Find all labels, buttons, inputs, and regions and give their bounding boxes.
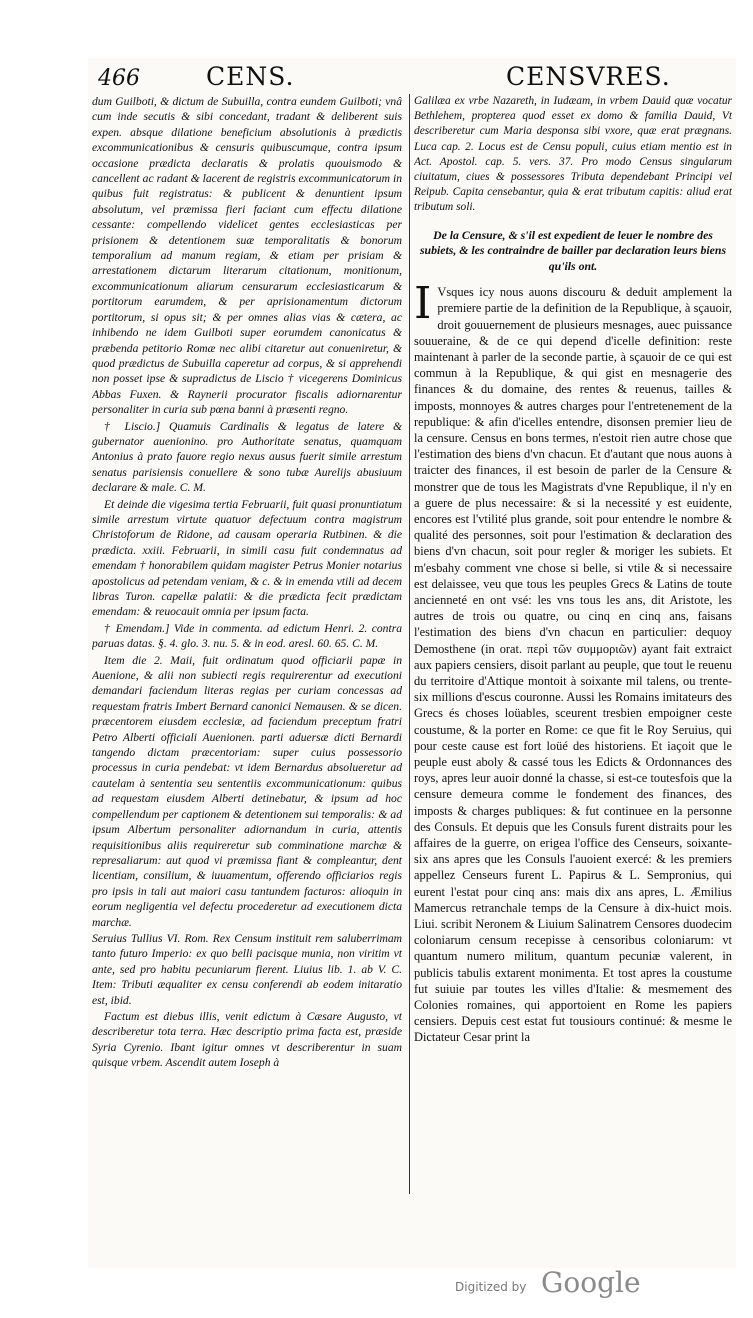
left-paragraph: Seruius Tullius VI. Rom. Rex Censum instituit rem saluberrimam tanto futuro Imperio: ex quo belli pacisque munia, non viritim vt ante, sed pro habitu pecuniarum fierent. Liuius lib. 1. ab V. C. Item: Tributi æqualiter ex censu conferendi ab eodem initaratio est, ibid. [92, 931, 402, 1007]
running-header [88, 62, 736, 92]
left-paragraph: Item die 2. Maii, fuit ordinatum quod officiarii papæ in Auenione, & alii non subiecti regis requirerentur ad executioni demandari faciendum literas regias per curiam concessas ad requestam fratris Imbert Bernard canonici Nemausen. & se dicen. præcentorem eiusdem ecclesiæ, ad faciendum preceptum fratri Petro Alberti officiali Auenionen. parti aduersæ dicti Bernardi tangendo dictam præcentoriam: super cuius possessorio processus in curia pendebat: vt idem Bernardus absolueretur ad cautelam à sententia seu sententiis excommunicationum: quibus ad requestam eiusdem Alberti detinebatur, & ipsum ad hoc compellendum per captionem & detentionem sui temporalis: & ad ipsum Albertum personaliter adiornandum in curia, attentis requisitionibus aliis requireretur sub comminatione marchæ & represaliarum: aut quod vi præmissa fiant & compleantur, dent licentiam, consilium, & iuuamentum, offerendo officiarios regis pro ipsis in tali aut maiori casu tantundem facturos: alioquin in eorum negligentia vel defectu procederetur ad executionem dicta marchæ. [92, 653, 402, 929]
right-column [414, 94, 732, 1194]
section-title: De la Censure, & s'il est expedient de leuer le nombre des subiets, & les contraindre de bailler par declaration leurs biens qu'ils ont. [419, 227, 727, 273]
left-paragraph: † Liscio.] Quamuis Cardinalis & legatus de latere & gubernator auenionino. pro Authoritate senatus, quamquam Antonius à prato fauore regio nexus ausus fuerit simile arrestum senatus parisiensis conuellere & sono tubæ Aurelijs abusiuum declarare & male. C. M. [92, 419, 402, 495]
google-logo: Google [541, 1266, 641, 1299]
right-heading: CENSVRES. [506, 62, 671, 91]
left-heading: CENS. [206, 62, 295, 91]
body-text [414, 278, 732, 1046]
left-paragraph: Et deinde die vigesima tertia Februarii, fuit quasi pronuntiatum simile arrestum virtute quatuor defectuum contra magistrum Christoforum de Ridone, ad causam operaria Rutbinen. & die prædicta. xxiii. Februarii, in simili casu fuit condemnatus ad emendam † honorabilem quidam magister Petrus Monier notarius apostolicus ad petendam veniam, & c. & in emenda vtili ad decem libras Turon. capellæ palatii: & die prædicta fecit prædictam emendam: & reuocauit omnia per ipsum facta. [92, 497, 402, 619]
drop-cap: I [414, 278, 432, 330]
footer-watermark [0, 1262, 753, 1310]
latin-intro: Galilæa ex vrbe Nazareth, in Iudæam, in vrbem Dauid quæ vocatur Bethlehem, propterea quod esset ex domo & familia Dauid, Vt describeretur cum Maria desponsa sibi vxore, quæ erat prægnans. Luca cap. 2. Locus est de Censu populi, cuius etiam mentio est in Act. Apostol. cap. 5. vers. 37. Pro modo Census singularum ciuitatum, ciues & possessores Tributa dependebant Principi vel Reipub. Capita censebantur, quia & erat tributum capitis: aliud erat tributum soli. [414, 95, 732, 214]
column-divider [409, 94, 410, 1194]
left-column [92, 94, 402, 1194]
digitized-by-label: Digitized by [455, 1280, 527, 1294]
left-paragraph: † Emendam.] Vide in commenta. ad edictum Henri. 2. contra paruas datas. §. 4. glo. 3. nu. 5. & in eod. aresl. 60. 65. C. M. [92, 621, 402, 651]
left-paragraph: dum Guilboti, & dictum de Subuilla, contra eundem Guilboti; vnâ cum inde secutis & sibi concedant, tradant & deliberent suis expen. absque dilatione beneficium absolutionis à prædictis excommunicationibus & censuris quibuscumque, contra ipsum occasione prædicta declaratis & prolatis quouismodo & cancellent ac radant & lacerent de registris excommunicatorum in quibus fuit registratus: & publicent & denuntient ipsum absolutum, vel præmissa fieri faciant cum effectu dilatione cessante: compellendo videlicet gentes ecclesiasticas per prisionem & detentionem suæ temporalitatis & bonorum temporalium ad manum regiam, & etiam per prisiam & arrestationem dictarum literarum citationum, monitionum, excommunicationum aliarum censurarum ecclesiasticarum & portitorum earumdem, & per aprisionamentum dictorum portitorum, si opus sit; & per omnes alias vias & cætera, ac inhibendo ne idem Guilboti super eorumdem canonicatus & præbenda petitorio Romæ nec alibi citaretur aut conueniretur, & quod prædictus de Subuilla caperetur ad corpus, & si apprehendi non posset ipse & supradictus de Liscio † vicegerens Dominicus Abbas Fuxen. & Raynerii procurator fiscalis adiornarentur personaliter in curia sub pœna banni à præsenti regno. [92, 95, 402, 417]
book-page [88, 58, 736, 1268]
body-paragraph: Vsques icy nous auons discouru & deduit amplement la premiere partie de la definition de la Republique, à sçauoir, droit gouuernement de plusieurs mesnages, auec puissance souueraine, & de ce qui depend d'icelle definition: reste maintenant à parler de la seconde partie, à sçauoir de ce qui est commun à la Republique, & qui gist en mesnagerie des finances & du domaine, des rentes & reuenus, tailles & imposts, monnoyes & autres charges pour l'entretenement de la republique: & afin d'icelles entendre, disonsen premier lieu de la censure. Census en bons termes, n'estoit rien autre chose que l'estimation des biens d'vn chacun. Et d'autant que nous auons à traicter des finances, il est besoin de parler de la Censure & monstrer que de tous les Magistrats d'vne Republique, il n'y en a guere de plus necessaire: & si la necessité y est euidente, encores est l'vtilité plus grande, soit pour entendre le nombre & qualité des personnes, soit pour l'estimation & declaration des biens d'vn chacun, soit pour regler & moriger les subiets. Et m'esbahy comment vne chose si belle, si vtile & si necessaire est delaissee, veu que tous les peuples Grecs & Latins de toute ancienneté en ont vsé: les vns tous les ans, dit Aristote, les autres de trois ou quatre, ou cinq en cinq ans, faisans l'estimation des biens d'vn chacun en particulier: dequoy Demosthene (in orat. περὶ τῶν συμμοριῶν) ayant fait extraict aux papiers censiers, disoit parlant au peuple, que tout le reuenu du territoire d'Attique montoit à soixante mil talens, ou trente-six millions d'escus couronne. Aussi les Romains imitateurs des Grecs és choses loüables, sceurent tresbien empoigner ceste coustume, & la porter en Rome: ce que fit le Roy Seruius, qui pour ceste cause est fort loüé des historiens. Et iaçoit que le peuple eust aboly & cassé tous les Edicts & Ordonnances des roys, apres leur auoir donné la chasse, si est-ce toutesfois que la censure demeura comme le fondement des finances, des imposts & charges publiques: & fut continuee en la personne des Consuls. Et depuis que les Consuls furent distraits pour les affaires de la guerre, on erigea l'office des Censeurs, soixante-six ans apres que les Consuls l'auoient exercé: & les premiers appellez Censeurs furent L. Papirus & L. Sempronius, qui eurent l'estat pour cinq ans: mais dix ans apres, L. Æmilius Mamercus retranchale temps de la Censure à dix-huict mois. Liui. scribit Neronem & Liuium Salinatrem Censores duodecim coloniarum censum recepisse à censoribus coloniarum: vt quantum numero militum, quantum pecuniæ valerent, in publicis tabulis extarent monimenta. Et tost apres la coustume fut suiuie par toutes les villes d'Italie: & mesmement des Colonies romaines, qui apportoient en Rome les papiers censiers. Depuis cest estat fut tousiours continué: & mesme le Dictateur Cesar print la [414, 285, 732, 1045]
left-paragraph: Factum est diebus illis, venit edictum à Cæsare Augusto, vt describeretur tota terra. Hæc descriptio prima facta est, præside Syria Cyrenio. Ibant igitur omnes vt describerentur in suam quisque vrbem. Ascendit autem Ioseph à [92, 1009, 402, 1070]
page-number: 466 [98, 66, 140, 91]
